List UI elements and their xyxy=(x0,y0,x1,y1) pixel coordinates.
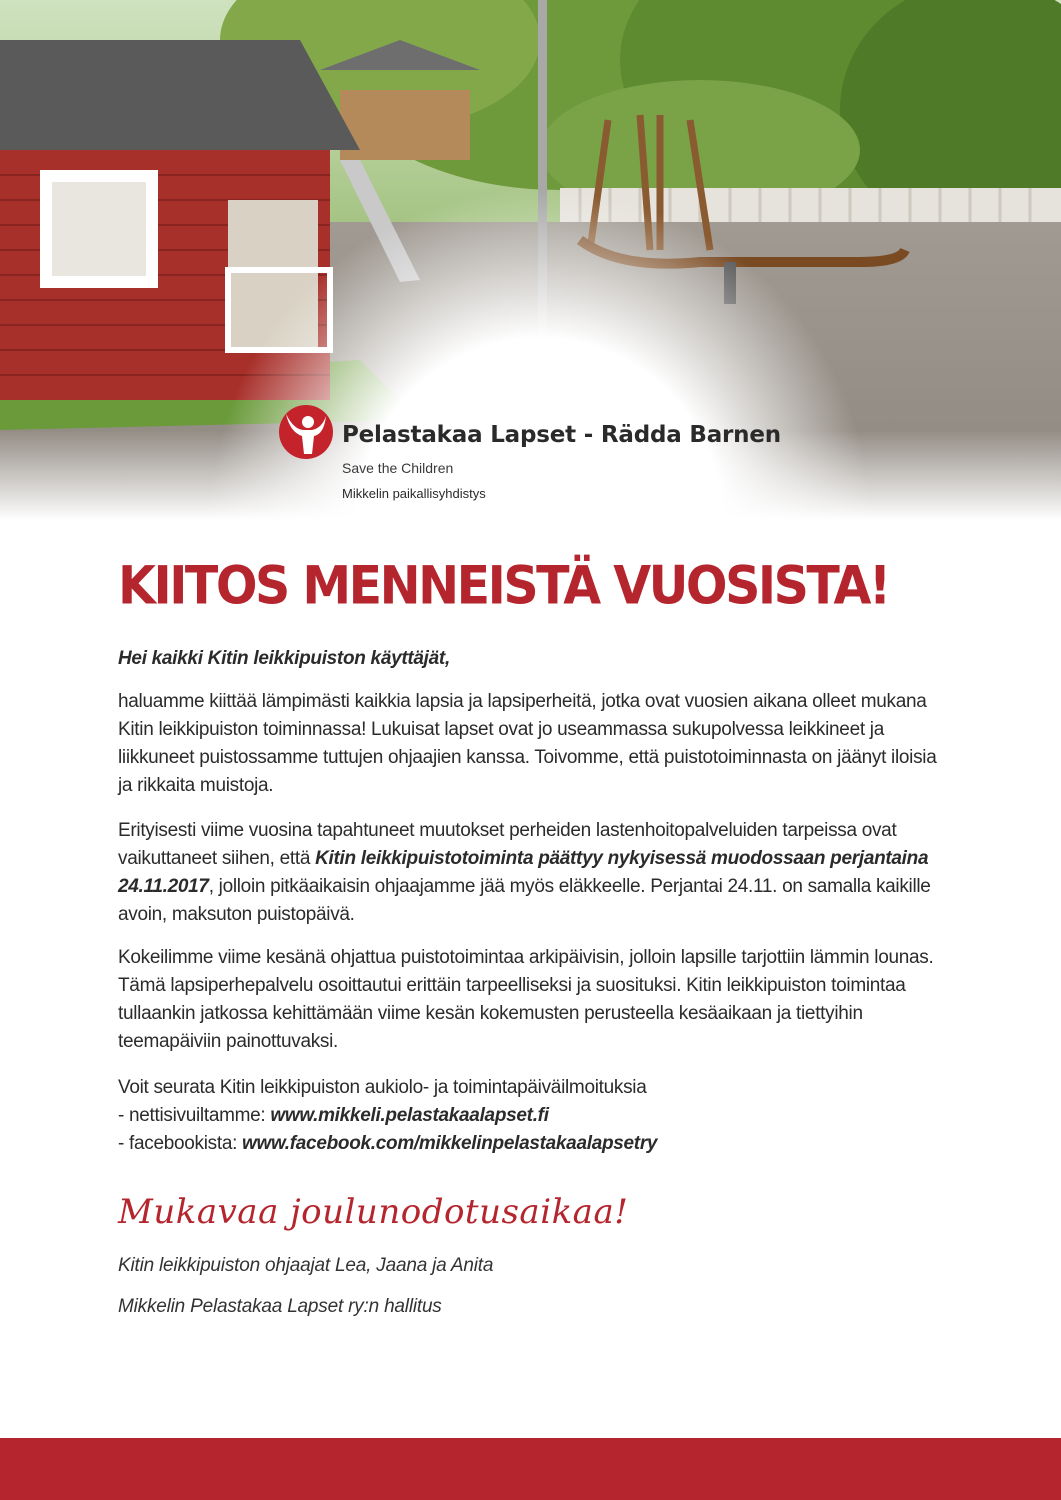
signature-instructors: Kitin leikkipuiston ohjaajat Lea, Jaana ja Anita xyxy=(118,1255,494,1276)
footer-bar xyxy=(0,1438,1061,1500)
paragraph-ending-after: , jolloin pitkäaikaisin ohjaajamme jää myös eläkkeelle. Perjantai 24.11. on samalla kaikille avoin, maksuton puistopäivä. xyxy=(118,876,931,925)
follow-web-label: - nettisivuiltamme: xyxy=(118,1105,271,1126)
paragraph-ending-before: Erityisesti viime vuosina tapahtuneet muutokset perheiden lastenhoitopalveluiden tarpeissa ovat vaikuttaneet siihen, että xyxy=(118,820,897,869)
child-with-raised-arms-icon xyxy=(278,404,334,460)
organization-logo xyxy=(278,398,798,508)
organization-tagline: Save the Children xyxy=(342,460,454,476)
local-chapter: Mikkelin paikallisyhdistys xyxy=(342,486,486,501)
follow-section xyxy=(118,1074,948,1158)
paragraph-summer-pilot-text: Kokeilimme viime kesänä ohjattua puistotoimintaa arkipäivisin, jolloin lapsille tarjottiin lämmin lounas. Tämä lapsiperhepalvelu osoittautui erittäin tarpeelliseksi ja suosituksi. Kitin leikkipuiston toimintaa tullaankin jatkossa kehittämään viime kesän kokemusten perusteella kesäaikaan ja tiettyihin teemapäiviin painottuvaksi. xyxy=(118,947,934,1052)
paragraph-ending-notice xyxy=(118,817,948,929)
follow-web-line xyxy=(118,1102,948,1130)
paragraph-summer-pilot xyxy=(118,944,948,1056)
follow-fb-label: - facebookista: xyxy=(118,1133,243,1154)
paragraph-thanks-text: haluamme kiittää lämpimästi kaikkia lapsia ja lapsiperheitä, jotka ovat vuosien aikana olleet mukana Kitin leikkipuiston toiminnassa! Lukuisat lapset ovat jo useammassa sukupolvessa leikkineet ja liikkuneet puistossamme tuttujen ohjaajien kanssa. Toivomme, että puistotoiminnasta on jäänyt iloisia ja rikkaita muistoja. xyxy=(118,691,937,796)
follow-fb-line xyxy=(118,1130,948,1158)
paragraph-ending-emphasis: Kitin leikkipuistotoiminta päättyy nykyisessä muodossaan perjantaina 24.11.2017 xyxy=(118,848,929,897)
follow-intro: Voit seurata Kitin leikkipuiston aukiolo- ja toimintapäiväilmoituksia xyxy=(118,1077,647,1098)
closing-greeting: Mukavaa joulunodotusaikaa! xyxy=(118,1192,629,1232)
organization-name: Pelastakaa Lapset - Rädda Barnen xyxy=(342,422,781,448)
paragraph-thanks xyxy=(118,688,948,800)
greeting: Hei kaikki Kitin leikkipuiston käyttäjät, xyxy=(118,648,450,669)
facebook-link[interactable]: www.facebook.com/mikkelinpelastakaalapsetry xyxy=(242,1133,658,1154)
page-title: KIITOS MENNEISTÄ VUOSISTA! xyxy=(118,555,889,617)
website-link[interactable]: www.mikkeli.pelastakaalapset.fi xyxy=(270,1105,549,1126)
signature-board: Mikkelin Pelastakaa Lapset ry:n hallitus xyxy=(118,1296,442,1317)
